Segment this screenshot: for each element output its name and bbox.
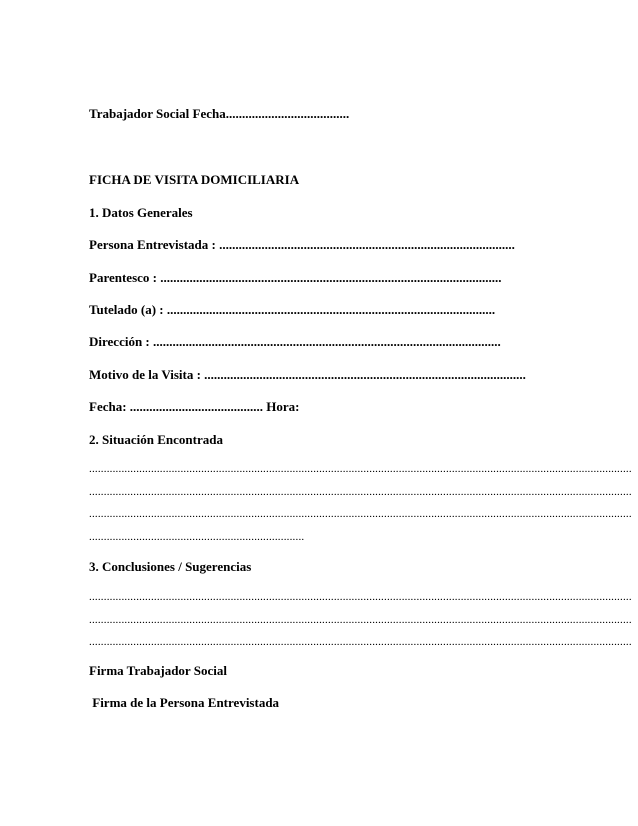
situation-line-1: ........................................................................................................................................................................................	[89, 463, 632, 475]
situation-line-4: .........................................................................	[89, 531, 305, 543]
field-date-time: Fecha: ......................................... Hora:	[89, 399, 300, 414]
field-ward: Tutelado (a) : .....................................................................................................	[89, 302, 496, 317]
field-visit-reason: Motivo de la Visita : ...................................................................................................	[89, 367, 526, 382]
social-worker-date-line: Trabajador Social Fecha......................................	[89, 106, 350, 121]
signature-interviewee: Firma de la Persona Entrevistada	[89, 695, 280, 710]
signature-social-worker: Firma Trabajador Social	[89, 663, 227, 678]
section-heading-situation: 2. Situación Encontrada	[89, 432, 223, 447]
conclusions-line-2: ........................................................................................................................................................................................	[89, 614, 632, 626]
situation-line-2: ........................................................................................................................................................................................	[89, 486, 632, 498]
situation-line-3: ........................................................................................................................................................................................	[89, 508, 632, 520]
conclusions-line-3: ........................................................................................................................................................................................	[89, 636, 632, 648]
section-heading-conclusions: 3. Conclusiones / Sugerencias	[89, 559, 252, 574]
document-title: FICHA DE VISITA DOMICILIARIA	[89, 172, 300, 187]
section-heading-general-data: 1. Datos Generales	[89, 205, 193, 220]
conclusions-line-1: ........................................................................................................................................................................................	[89, 591, 632, 603]
field-relationship: Parentesco : .........................................................................................................	[89, 270, 502, 285]
field-interviewee: Persona Entrevistada : ...........................................................................................	[89, 237, 515, 252]
field-address: Dirección : ...........................................................................................................	[89, 334, 501, 349]
